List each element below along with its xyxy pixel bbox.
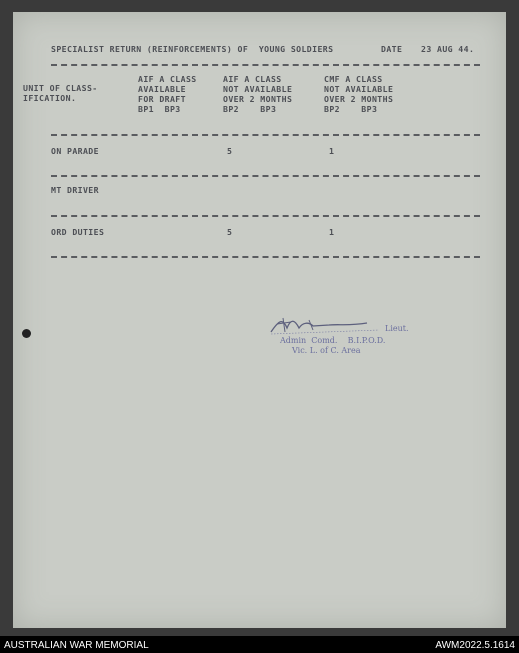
document-page: SPECIALIST RETURN (REINFORCEMENTS) OF YOUNG SOLDIERS DATE 23 AUG 44. UNIT OF CLASS- IFICATION. AIF A CLASS AVAILABLE FOR DRAFT BP1 BP3 AIF A CLASS NOT AVAILABLE OVER 2 MONTHS BP2 BP3 CMF A CLASS NOT AVAILABLE OVER 2 MONTHS BP2 BP3 ON PARADE 5 1 MT DRIVER ORD DUTIES 5 1 Lieut. Admin Comd. B.I.P.O.D. Vic. L. of C. Area (13, 12, 506, 628)
row-label: MT DRIVER (51, 185, 99, 195)
signature-rank: Lieut. (385, 324, 409, 333)
header-rule (51, 64, 480, 66)
row-label: ON PARADE (51, 146, 99, 156)
document-heading: SPECIALIST RETURN (REINFORCEMENTS) OF YOUNG SOLDIERS (51, 44, 334, 54)
punch-hole (22, 329, 31, 338)
footer-accession-number: AWM2022.5.1614 (435, 640, 515, 651)
row-label: ORD DUTIES (51, 227, 105, 237)
column-header-rule (51, 134, 480, 136)
footer-bar (0, 636, 519, 653)
date-value: 23 AUG 44. (421, 44, 475, 54)
row-rule (51, 215, 480, 217)
footer-credit: AUSTRALIAN WAR MEMORIAL (4, 640, 149, 651)
signature (269, 314, 389, 336)
table-bottom-rule (51, 256, 480, 258)
row-value-cmf: 1 (329, 227, 335, 237)
row-value-aif: 5 (227, 146, 233, 156)
row-value-cmf: 1 (329, 146, 335, 156)
signature-line-2: Vic. L. of C. Area (292, 346, 361, 355)
row-rule (51, 175, 480, 177)
signature-line-1: Admin Comd. B.I.P.O.D. (280, 336, 386, 345)
row-value-aif: 5 (227, 227, 233, 237)
date-label: DATE (381, 44, 403, 54)
